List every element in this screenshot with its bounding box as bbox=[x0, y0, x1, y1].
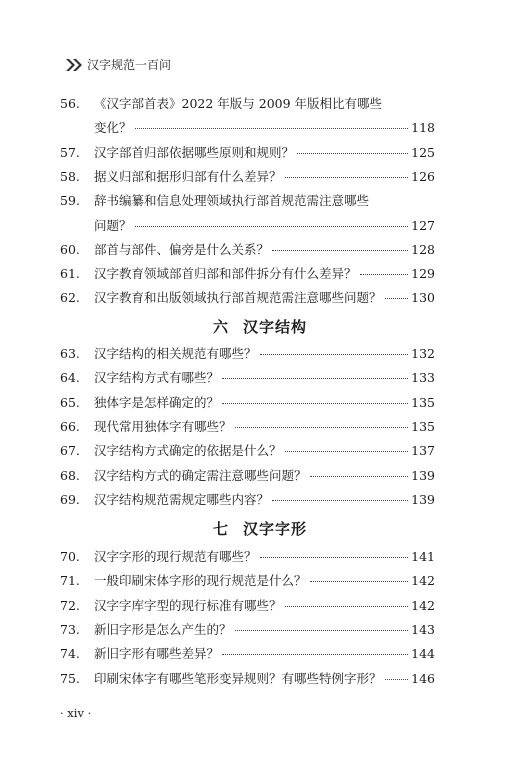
entry-number: 66. bbox=[60, 418, 80, 434]
dot-leader bbox=[222, 403, 408, 404]
section-number: 七 bbox=[212, 520, 229, 538]
entry-page-number: 129 bbox=[411, 266, 435, 282]
section-title: 汉字字形 bbox=[243, 520, 308, 538]
entry-number: 70. bbox=[60, 549, 80, 564]
dot-leader bbox=[272, 250, 408, 251]
entry-number: 72. bbox=[60, 597, 80, 613]
section-heading-6 bbox=[0, 316, 520, 337]
section-number: 六 bbox=[212, 318, 229, 336]
entry-title: 汉字结构方式有哪些？ bbox=[94, 370, 220, 386]
entry-number: 57. bbox=[60, 144, 80, 160]
entry-page-number: 130 bbox=[411, 290, 435, 306]
entry-title: 汉字字形的现行规范有哪些？ bbox=[94, 549, 257, 564]
entry-number: 71. bbox=[60, 573, 80, 589]
entry-title: 据义归部和据形归部有什么差异？ bbox=[94, 168, 282, 184]
toc-entry bbox=[60, 289, 435, 307]
entry-page-number: 142 bbox=[411, 597, 435, 613]
entry-page-number: 144 bbox=[411, 646, 435, 662]
entry-number: 62. bbox=[60, 290, 80, 306]
entry-title: 印刷宋体字有哪些笔形变异规则？有哪些特例字形？ bbox=[94, 670, 382, 686]
entry-page-number: 146 bbox=[411, 670, 435, 686]
entry-title: 汉字教育和出版领域执行部首规范需注意哪些问题？ bbox=[94, 290, 382, 306]
entry-title: 独体字是怎样确定的？ bbox=[94, 394, 220, 410]
toc-entry bbox=[60, 241, 435, 259]
entry-title-continued: 问题？ bbox=[94, 217, 132, 233]
toc-entry bbox=[60, 645, 435, 663]
toc-entry bbox=[60, 144, 435, 162]
entry-page-number: 127 bbox=[411, 217, 435, 233]
entry-number: 61. bbox=[60, 266, 80, 282]
entry-title: 汉字结构方式确定的依据是什么？ bbox=[94, 443, 282, 459]
entry-page-number: 143 bbox=[411, 621, 435, 637]
running-header-title: 汉字规范一百问 bbox=[87, 58, 172, 72]
dot-leader bbox=[235, 427, 409, 428]
toc-entry bbox=[60, 394, 435, 412]
entry-number: 65. bbox=[60, 394, 80, 410]
entry-page-number: 128 bbox=[411, 241, 435, 257]
dot-leader bbox=[235, 630, 409, 631]
toc-entry bbox=[60, 467, 435, 485]
entry-page-number: 135 bbox=[411, 394, 435, 410]
entry-title: 一般印刷宋体字形的现行规范是什么？ bbox=[94, 573, 307, 589]
dot-leader bbox=[360, 274, 409, 275]
entry-title: 汉字部首归部依据哪些原则和规则？ bbox=[94, 144, 295, 160]
toc-entry-continuation bbox=[94, 119, 435, 137]
toc-entry bbox=[60, 572, 435, 590]
entry-page-number: 139 bbox=[411, 491, 435, 507]
entry-title: 辞书编纂和信息处理领域执行部首规范需注意哪些 bbox=[94, 193, 370, 209]
entry-number: 64. bbox=[60, 370, 80, 386]
entry-number: 58. bbox=[60, 168, 80, 184]
dot-leader bbox=[285, 451, 409, 452]
entry-page-number: 139 bbox=[411, 467, 435, 483]
entry-title: 新旧字形有哪些差异？ bbox=[94, 646, 220, 662]
entry-number: 59. bbox=[60, 193, 80, 209]
entry-title: 汉字教育领域部首归部和部件拆分有什么差异？ bbox=[94, 266, 357, 282]
toc-entry bbox=[60, 597, 435, 615]
toc-entry bbox=[60, 491, 435, 509]
entry-number: 56. bbox=[60, 96, 80, 111]
toc-entry bbox=[60, 670, 435, 688]
entry-page-number: 141 bbox=[411, 549, 435, 564]
entry-number: 67. bbox=[60, 443, 80, 459]
entry-page-number: 142 bbox=[411, 573, 435, 589]
dot-leader bbox=[285, 177, 409, 178]
entry-page-number: 132 bbox=[411, 346, 435, 361]
entry-title-continued: 变化？ bbox=[94, 120, 132, 136]
page-number: · xiv · bbox=[60, 706, 92, 720]
toc-entry bbox=[60, 265, 435, 283]
entry-title: 《汉字部首表》2022 年版与 2009 年版相比有哪些 bbox=[94, 96, 383, 111]
entry-number: 60. bbox=[60, 241, 80, 257]
entry-page-number: 126 bbox=[411, 168, 435, 184]
section-title: 汉字结构 bbox=[243, 318, 308, 336]
entry-page-number: 125 bbox=[411, 144, 435, 160]
dot-leader bbox=[222, 378, 408, 379]
entry-number: 69. bbox=[60, 491, 80, 507]
dot-leader bbox=[297, 153, 408, 154]
toc-entry bbox=[60, 418, 435, 436]
toc-entry bbox=[60, 621, 435, 639]
dot-leader bbox=[260, 354, 409, 355]
dot-leader bbox=[272, 500, 408, 501]
toc-entry bbox=[60, 192, 435, 210]
entry-page-number: 133 bbox=[411, 370, 435, 386]
entry-title: 汉字结构方式的确定需注意哪些问题？ bbox=[94, 467, 307, 483]
toc-entry-continuation bbox=[94, 217, 435, 235]
entry-number: 73. bbox=[60, 621, 80, 637]
dot-leader bbox=[135, 226, 409, 227]
entry-title: 部首与部件、偏旁是什么关系？ bbox=[94, 241, 270, 257]
section-heading-7 bbox=[0, 518, 520, 539]
toc-entry bbox=[60, 345, 435, 363]
dot-leader bbox=[385, 679, 409, 680]
entry-title: 汉字结构的相关规范有哪些？ bbox=[94, 346, 257, 361]
double-chevron-right-icon bbox=[65, 58, 83, 72]
toc-entry bbox=[60, 442, 435, 460]
entry-title: 现代常用独体字有哪些？ bbox=[94, 418, 232, 434]
running-header bbox=[65, 56, 171, 73]
dot-leader bbox=[135, 128, 409, 129]
entry-page-number: 118 bbox=[411, 120, 435, 136]
entry-page-number: 137 bbox=[411, 443, 435, 459]
dot-leader bbox=[222, 654, 408, 655]
dot-leader bbox=[285, 606, 409, 607]
toc-entry bbox=[60, 369, 435, 387]
entry-page-number: 135 bbox=[411, 418, 435, 434]
entry-number: 63. bbox=[60, 346, 80, 361]
dot-leader bbox=[310, 581, 409, 582]
dot-leader bbox=[385, 298, 409, 299]
entry-title: 汉字字库字型的现行标准有哪些？ bbox=[94, 597, 282, 613]
entry-number: 68. bbox=[60, 467, 80, 483]
entry-number: 74. bbox=[60, 646, 80, 662]
entry-number: 75. bbox=[60, 670, 80, 686]
dot-leader bbox=[310, 476, 409, 477]
toc-entry bbox=[60, 95, 435, 113]
entry-title: 汉字结构规范需规定哪些内容？ bbox=[94, 491, 270, 507]
toc-entry bbox=[60, 168, 435, 186]
entry-title: 新旧字形是怎么产生的？ bbox=[94, 621, 232, 637]
toc-entry bbox=[60, 548, 435, 566]
dot-leader bbox=[260, 557, 409, 558]
